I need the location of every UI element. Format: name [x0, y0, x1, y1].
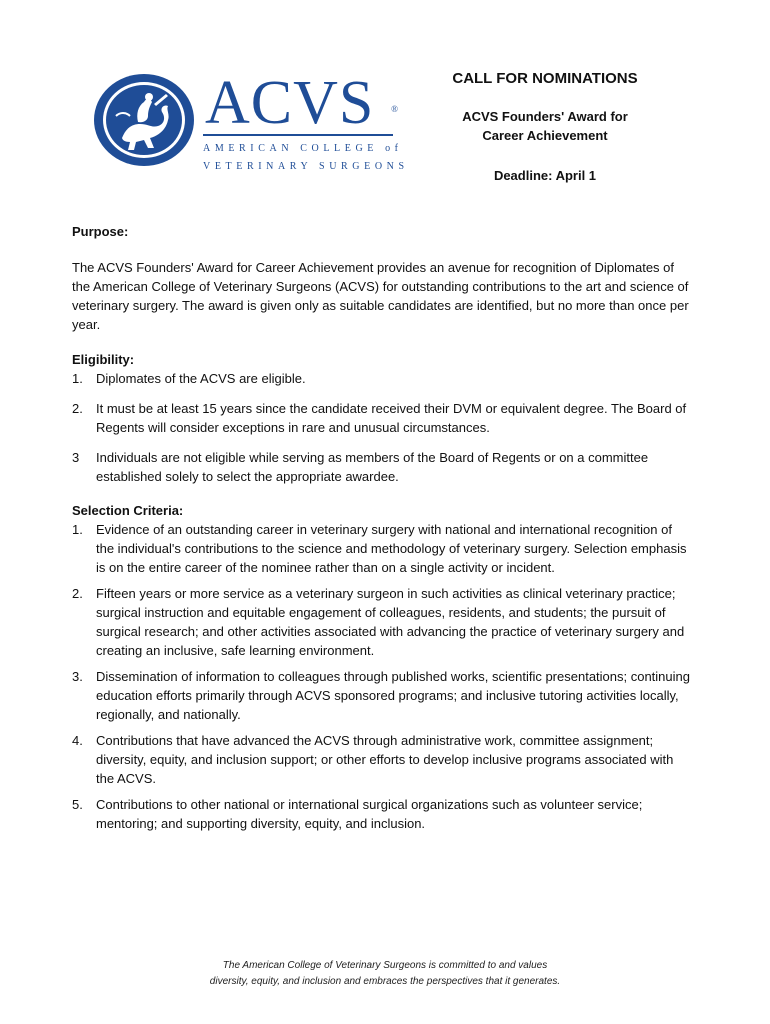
list-number: 1.: [72, 371, 83, 386]
call-for-nominations-block: [420, 70, 670, 183]
wordmark-text: ACVS: [205, 69, 375, 137]
list-item: [72, 731, 692, 788]
list-item-text: Diplomates of the ACVS are eligible.: [96, 371, 306, 386]
list-item-text: Fifteen years or more service as a veterinary surgeon in such activities as clinical veterinary practice; surgical instruction and equitable engagement of colleagues, residents, and students; the pursuit of surgical research; and other activities associated with advancing the practice of veterinary surgery and creating an inclusive, safe learning environment.: [96, 586, 685, 658]
purpose-heading: Purpose:: [72, 224, 129, 239]
list-item: [72, 584, 692, 660]
selection-criteria-heading: Selection Criteria:: [72, 503, 184, 518]
deadline: Deadline: April 1: [493, 168, 597, 183]
purpose-paragraph: The ACVS Founders' Award for Career Achievement provides an avenue for recognition of Diplomates of the American College of Veterinary Surgeons (ACVS) for outstanding contributions to the art and science of veterinary surgery. The award is given only as suitable candidates are identified, but no more than once per year.: [72, 260, 689, 332]
list-item: [72, 448, 692, 486]
list-item: [72, 667, 692, 724]
list-item: [72, 399, 692, 437]
document-body: [72, 222, 692, 833]
wordmark-title: [205, 69, 399, 137]
list-item-text: Evidence of an outstanding career in veterinary surgery with national and international recognition of the individual's contributions to the science and methodology of veterinary surgery. Selection emphasis is on the entire career of the nominee rather than on a single activity or incident.: [96, 522, 687, 575]
eligibility-list: [72, 369, 692, 486]
list-item-text: It must be at least 15 years since the candidate received their DVM or equivalent degree. The Board of Regents will consider exceptions in rare and unusual circumstances.: [96, 401, 687, 435]
list-item-text: Dissemination of information to colleagues through published works, scientific presentations; continuing education efforts primarily through ACVS sponsored programs; and inclusive tutoring activities locally, regionally, and nationally.: [96, 669, 690, 722]
footer-statement: [0, 958, 770, 990]
footer-line-2: diversity, equity, and inclusion and embraces the perspectives that it generates.: [209, 976, 561, 987]
eligibility-heading: Eligibility:: [72, 352, 135, 367]
footer-line-1: The American College of Veterinary Surgeons is committed to and values: [222, 960, 548, 971]
list-item-text: Contributions to other national or international surgical organizations such as volunteer service; mentoring; and supporting diversity, equity, and inclusion.: [96, 797, 643, 831]
list-number: 4.: [72, 733, 83, 748]
list-number: 3.: [72, 669, 83, 684]
wordmark-line-1: AMERICAN COLLEGE of: [203, 143, 403, 154]
list-number: 1.: [72, 522, 83, 537]
list-item-text: Individuals are not eligible while serving as members of the Board of Regents or on a committee established solely to select the appropriate awardee.: [96, 450, 649, 484]
award-name-line-1: ACVS Founders' Award for: [462, 109, 628, 124]
list-item-text: Contributions that have advanced the ACVS through administrative work, committee assignment; diversity, equity, and inclusion support; or other efforts to develop inclusive programs associated with the ACVS.: [96, 733, 674, 786]
list-number: 3: [72, 450, 80, 465]
list-item: [72, 795, 692, 833]
registered-mark: ®: [391, 104, 399, 114]
award-name-line-2: Career Achievement: [482, 128, 608, 143]
list-item: [72, 520, 692, 577]
selection-criteria-list: [72, 520, 692, 833]
acvs-wordmark: [203, 69, 409, 176]
list-number: 5.: [72, 797, 83, 812]
acvs-seal-icon: [92, 72, 196, 168]
list-number: 2.: [72, 586, 83, 601]
list-item: [72, 369, 692, 388]
list-number: 2.: [72, 401, 83, 416]
page-title: CALL FOR NOMINATIONS: [452, 70, 638, 87]
wordmark-line-2: VETERINARY SURGEONS: [203, 161, 409, 172]
